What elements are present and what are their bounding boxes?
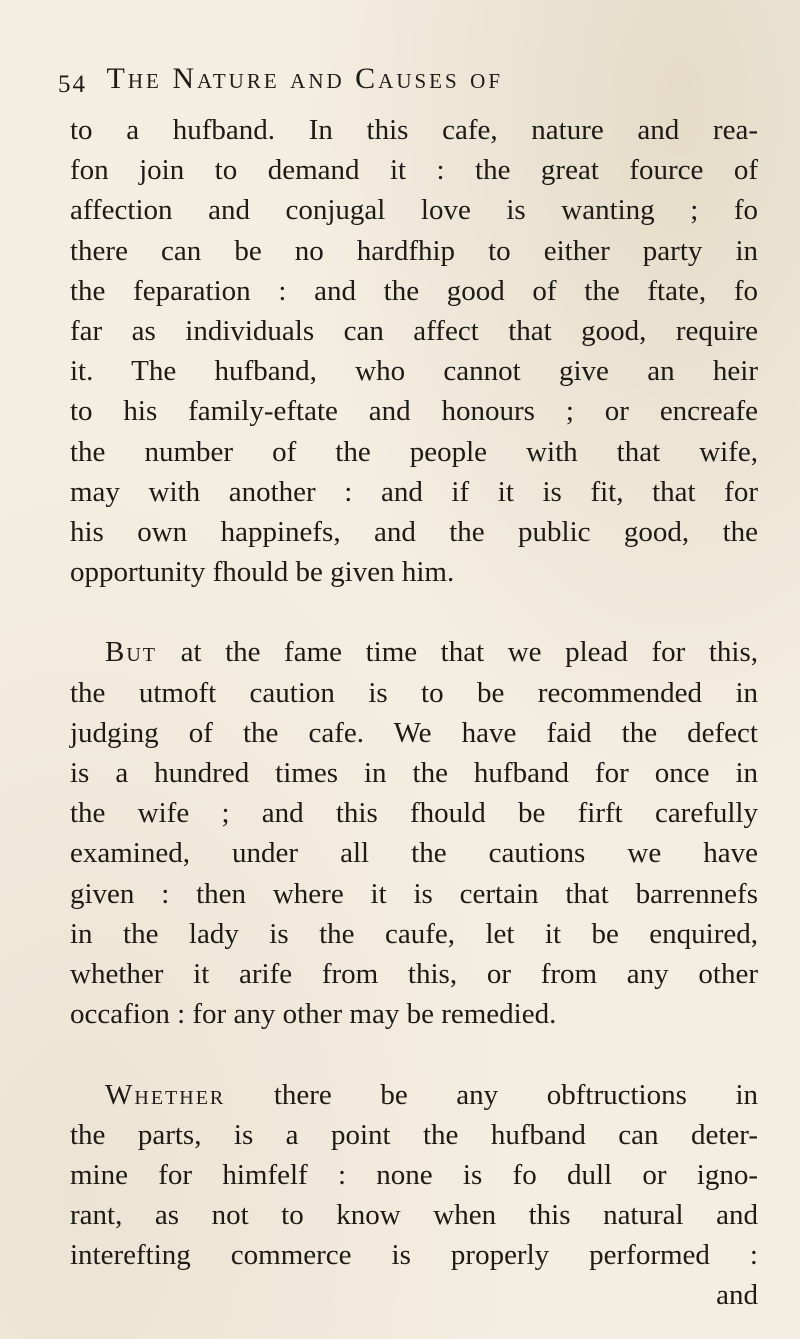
text-line: examined, under all the cautions we have: [70, 837, 758, 870]
text-line: judging of the cafe. We have faid the defect: [70, 716, 758, 749]
text-line: to a hufband. In this cafe, nature and rea-: [70, 114, 758, 146]
text-line: occafion : for any other may be remedied.: [70, 998, 557, 1031]
line-rest: there be any obftructions in: [225, 1078, 758, 1111]
page-number: 54: [58, 71, 87, 98]
paragraph: [70, 632, 758, 1034]
text-line: the wife ; and this fhould be firft carefully: [70, 797, 758, 830]
text-line: the number of the people with that wife,: [70, 435, 758, 468]
paragraph: [70, 1075, 758, 1316]
line-rest: at the fame time that we plead for this,: [157, 636, 758, 669]
text-line: fon join to demand it : the great fource of: [70, 154, 758, 187]
text-line: to his family-eftate and honours ; or encreafe: [70, 395, 758, 428]
text-line: interefting commerce is properly performed :: [70, 1239, 758, 1272]
text-line: whether it arife from this, or from any other: [70, 957, 758, 990]
text-line: given : then where it is certain that barrennefs: [70, 877, 758, 910]
text-line: [70, 632, 758, 672]
text-line: in the lady is the caufe, let it be enquired,: [70, 917, 758, 950]
text-line: [70, 1075, 758, 1115]
text-line: opportunity fhould be given him.: [70, 556, 455, 589]
text-line: it. The hufband, who cannot give an heir: [70, 355, 758, 388]
text-line: mine for himfelf : none is fo dull or igno-: [70, 1158, 758, 1191]
catchword: and: [716, 1279, 758, 1312]
lead-word: But: [105, 636, 158, 669]
text-line: far as individuals can affect that good, require: [70, 314, 758, 347]
text-line: affection and conjugal love is wanting ; fo: [70, 194, 758, 227]
lead-word: Whether: [105, 1078, 226, 1111]
text-line: there can be no hardfhip to either party in: [70, 234, 758, 267]
paragraph: [70, 110, 758, 592]
paragraph-gap: [70, 1034, 758, 1074]
running-head: [58, 62, 758, 102]
text-line: the utmoft caution is to be recommended in: [70, 676, 758, 709]
paragraph-gap: [70, 592, 758, 632]
text-line: is a hundred times in the hufband for once in: [70, 757, 758, 789]
text-line: rant, as not to know when this natural and: [70, 1199, 758, 1232]
text-line: the feparation : and the good of the ftate, fo: [70, 274, 758, 307]
text-line: his own happinefs, and the public good, the: [70, 515, 758, 548]
body-text: [70, 110, 758, 1316]
running-title: The Nature and Causes of: [106, 62, 504, 95]
text-line: may with another : and if it is fit, that for: [70, 475, 758, 508]
text-line: the parts, is a point the hufband can deter-: [70, 1118, 758, 1151]
